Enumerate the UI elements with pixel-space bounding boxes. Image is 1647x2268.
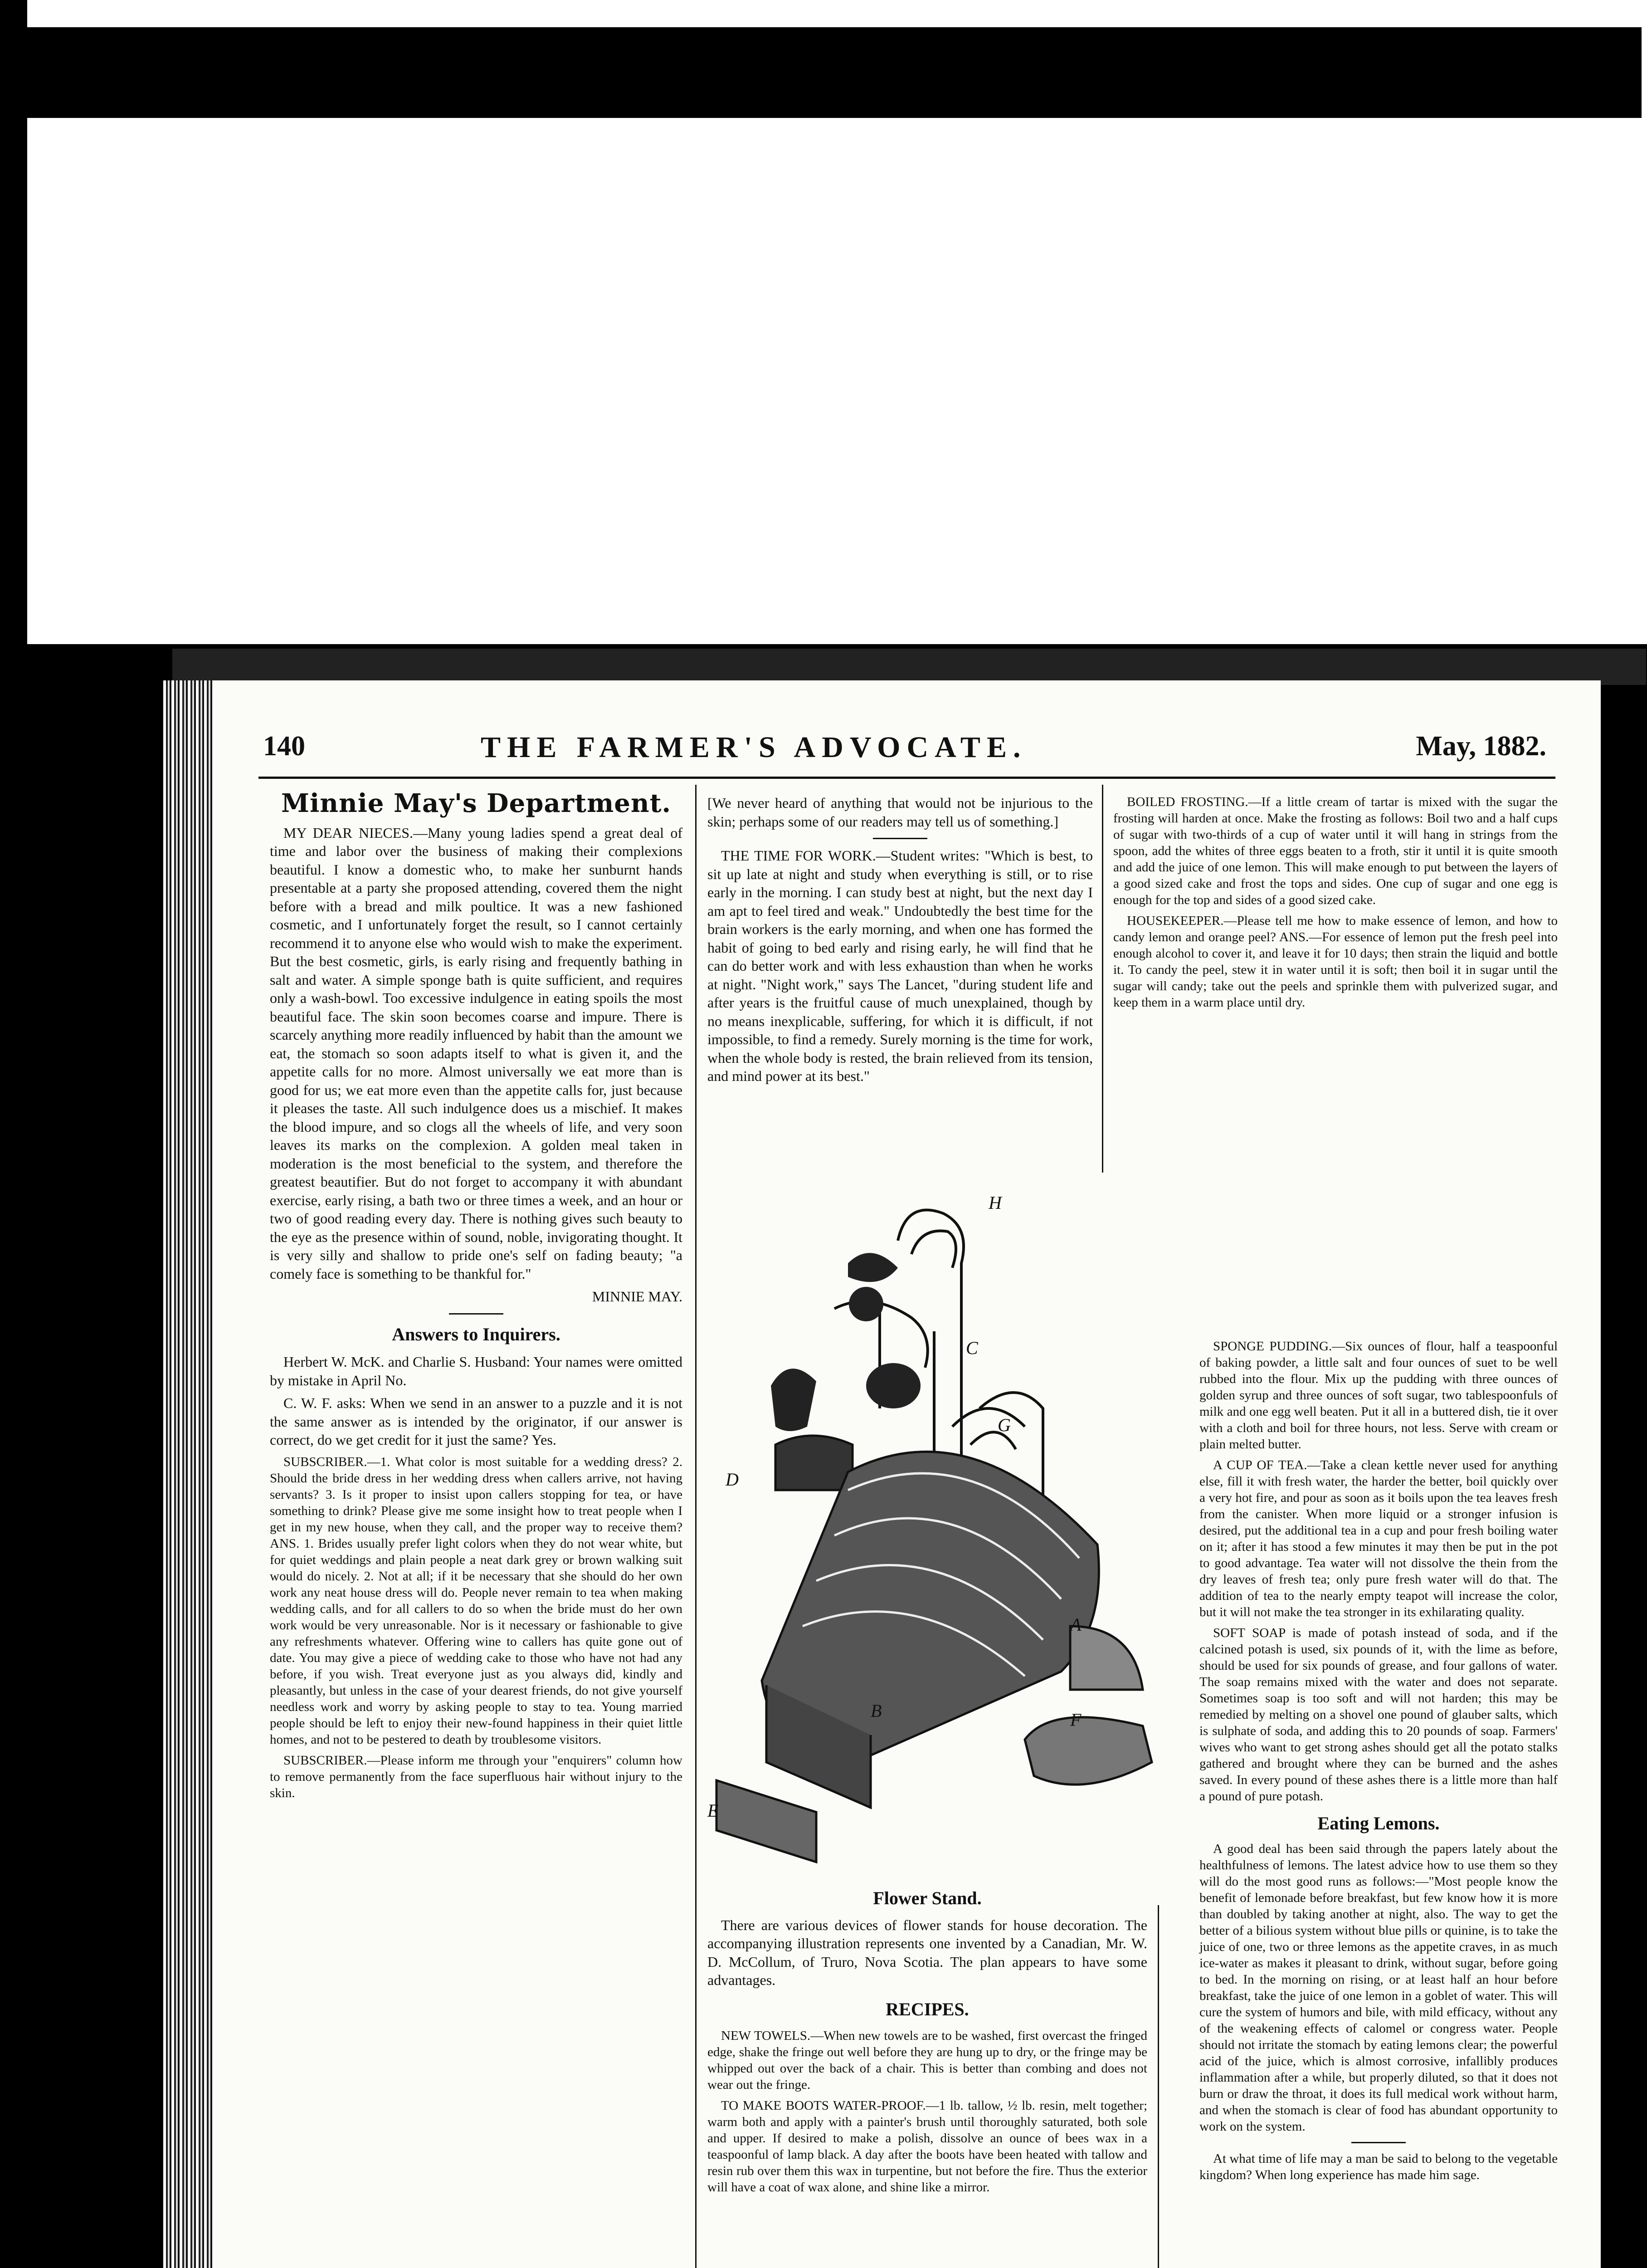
recipe-boots: TO MAKE BOOTS WATER-PROOF.—1 lb. tallow, ½ lb. resin, melt together; warm both and apply with a painter's brush until thoroughly saturated, both sole and upper. If desired to make a polish, dissolve an ounce of bees wax in a teaspoonful of lamp black. A day after the boots have been heated with tallow and resin rub over them this wax in turpentine, but not before the fire. Thus the exterior will have a coat of wax alone, and shine like a mirror. — [707, 2098, 1147, 2195]
subscriber-question: SUBSCRIBER.—1. What color is most suitable for a wedding dress? 2. Should the bride dress in her wedding dress when callers arrive, not having servants? 3. Is it proper to insist upon callers stopping for tea, or have something to drink? Please give me some insight how to treat people when I get in my new house, when they call, and the proper way to receive them? ANS. 1. Brides usually prefer light colors when they do not wear white, but for quiet weddings and plain people a neat dark grey or brown walking suit would do nicely. 2. Not at all; if it be necessary that she should do her own work any neat house dress will do. People never remain to tea when making wedding calls, and for all callers to do so when the bride must do her own work would be very unreasonable. Nor is it necessary or fashionable to give any refreshments whatever. Offering wine to callers has quite gone out of date. You may give a piece of wedding cake to those who have not had any before, if you wish. Treat everyone just as you always did, kindly and pleasantly, but unless in the case of your dearest friends, do not give yourself needless work and worry by asking people to stay to tea. Young married people should be left to enjoy their new-found happiness in their quiet little homes, and not to be pestered to death by troublesome visitors. — [270, 1454, 682, 1747]
middle-column-bottom — [707, 1889, 1147, 2200]
recipes-title: RECIPES. — [886, 1999, 969, 2019]
column-divider-3 — [1158, 1905, 1159, 2268]
illustration-label: H — [989, 1193, 1002, 1213]
time-for-work-text: THE TIME FOR WORK.—Student writes: "Which is best, to sit up late at night and study when everything is still, or to rise early in the morning. I can study best at night, but the next day I am apt to feel tired and weak." Undoubtedly the best time for the brain workers is the early morning, and when one has formed the habit of going to bed early and rising early, he will find that he can do better work and with less exhaustion than when he works at night. "Night work," says The Lancet, "during student life and after years is the fruitful cause of much unexplained, though by no means inexplicable, suffering, for which it is difficult, if not impossible, to find a remedy. Surely morning is the time for work, when the whole body is rested, the brain relieved from its tension, and mind power at its best." — [707, 847, 1093, 1084]
illustration-label: E — [707, 1800, 719, 1821]
flower-stand-title: Flower Stand. — [873, 1888, 982, 1908]
illustration-label: C — [966, 1338, 978, 1358]
department-title: Minnie May's Department. — [281, 788, 672, 818]
middle-column-top — [707, 794, 1093, 1090]
section-divider — [449, 1313, 503, 1315]
section-divider — [873, 838, 927, 839]
answers-title: Answers to Inquirers. — [392, 1324, 560, 1344]
header-rule — [258, 777, 1555, 779]
masthead-title: THE FARMER'S ADVOCATE. — [481, 731, 1027, 764]
recipe-soft-soap: SOFT SOAP is made of potash instead of soda, and if the calcined potash is used, six pounds of it, with the lime as before, should be used for six pounds of grease, and four gallons of water. The soap remains mixed with the water and does not separate. Sometimes soap is too soft and will not harden; this may be remedied by melting on a shovel one pound of glauber salts, which is sulphate of soda, and adding this to 20 pounds of soap. Farmers' wives who want to get strong ashes should get all the potato stalks gathered and brought where they can be burned and the ashes saved. In every pound of these ashes there is a little more than half a pound of pure potash. — [1199, 1626, 1558, 1804]
illustration-label: B — [871, 1701, 882, 1721]
illustration-label: G — [998, 1415, 1011, 1435]
left-column — [270, 788, 682, 1806]
right-column-top — [1113, 794, 1558, 1015]
lemons-text: A good deal has been said through the papers lately about the healthfulness of lemons. The latest advice how to use them so they will do the most good runs as follows:—"Most people know the benefit of lemonade before breakfast, but few know how it is more than doubled by taking another at night, also. The way to get the better of a bilious system without blue pills or quinine, is to take the juice of one, two or three lemons as the appetite craves, in as much ice-water as makes it pleasant to drink, without sugar, before going to bed. In the morning on rising, or at least half an hour before breakfast, take the juice of one lemon in a goblet of water. This will cure the system of humors and bile, with mild efficacy, without any of the weakening effects of calomel or congress water. People should not irritate the stomach by eating lemons clear; the powerful acid of the juice, which is almost corrosive, infallibly produces inflammation after a while, but properly diluted, so that it does not burn or draw the throat, it does its full medical work without harm, and when the stomach is clear of food has abundant opportunity to work on the system. — [1199, 1842, 1558, 2134]
lemons-title: Eating Lemons. — [1317, 1813, 1440, 1833]
section-divider — [1351, 2142, 1406, 2143]
scan-left-edge — [0, 0, 27, 2268]
answer-item: C. W. F. asks: When we send in an answer to a puzzle and it is not the same answer as is intended by the originator, if our answer is correct, do we get credit for it just the same? Yes. — [270, 1395, 682, 1448]
column-divider-1 — [695, 785, 697, 2268]
page-header — [263, 730, 1546, 771]
subscriber-question: SUBSCRIBER.—Please inform me through your "enquirers" column how to remove permanently from the face superfluous hair without injury to the skin. — [270, 1753, 682, 1800]
illustration-label: D — [726, 1469, 739, 1490]
flower-stand-illustration — [698, 1173, 1193, 1880]
closing-riddle: At what time of life may a man be said to belong to the vegetable kingdom? When long experience has made him sage. — [1199, 2151, 1558, 2182]
book-spine — [163, 680, 213, 2268]
page-top-edge — [172, 649, 1646, 685]
issue-date: May, 1882. — [1416, 731, 1546, 762]
recipe-boiled-frosting: BOILED FROSTING.—If a little cream of tartar is mixed with the sugar the frosting will harden at once. Make the frosting as follows: Boil two and a half cups of sugar with two-thirds of a cup of water until it will hang in strings from the spoon, add the whites of three eggs beaten to a froth, stir it until it is quite smooth and add the juice of one lemon. This will make enough to put between the layers of a good sized cake and frost the tops and sides. One cup of sugar and one egg is enough for the top and sides of a good sized cake. — [1113, 795, 1558, 907]
housekeeper-question: HOUSEKEEPER.—Please tell me how to make essence of lemon, and how to candy lemon and orange peel? ANS.—For essence of lemon put the fresh peel into enough alcohol to cover it, and leave it for 10 days; then strain the liquid and bottle it. To candy the peel, stew it in water until it is soft; then boil it in sugar until the sugar will candy; take out the peels and sprinkle them with pulverized sugar, and keep them in a warm place until dry. — [1113, 914, 1558, 1010]
letter-text: MY DEAR NIECES.—Many young ladies spend a great deal of time and labor over the business of making their complexions beautiful. I know a domestic who, to make her sunburnt hands presentable at a party she proposed attending, covered them the night before with a bread and milk poultice. It was a new fashioned cosmetic, and I unfortunately forget the result, so I cannot certainly recommend it to anyone else who would wish to make the experiment. But the best cosmetic, girls, is early rising and frequently bathing in salt and water. A simple sponge bath is quite sufficient, and requires only a wash-bowl. Too excessive indulgence in eating spoils the most beautiful face. The skin soon becomes coarse and impure. There is scarcely anything more readily influenced by habit than the amount we eat, the stomach so soon adapts itself to what is given it, and the appetite calls for no more. Almost universally we eat more than is good for us; we eat more even than the appetite calls for, just because it pleases the taste. All such indulgence does us a mischief. It makes the blood impure, and so clogs all the wheels of life, and very soon leaves its marks on the complexion. A golden meal taken in moderation is the most beneficial to the system, and therefore the greatest beautifier. But do not forget to accompany it with abundant exercise, early rising, a bath two or three times a week, and an hour or two of good reading every day. There is nothing gives such beauty to the eye as the presence within of sound, noble, invigorating thought. It is very silly and shallow to pride one's self on fading beauty; "a comely face is something to be thankful for." — [270, 824, 682, 1282]
editor-note: [We never heard of anything that would not be injurious to the skin; perhaps some of our readers may tell us of something.] — [707, 795, 1093, 830]
answer-item: Herbert W. McK. and Charlie S. Husband: Your names were omitted by mistake in April No. — [270, 1354, 682, 1388]
recipe-new-towels: NEW TOWELS.—When new towels are to be washed, first overcast the fringed edge, shake the fringe out well before they are hung up to dry, or the fringe may be whipped out over the back of a chair. This is better than combing and does not wear out the fringe. — [707, 2028, 1147, 2092]
flower-stand-text: There are various devices of flower stands for house decoration. The accompanying illustration represents one invented by a Canadian, Mr. W. D. McCollum, of Truro, Nova Scotia. The plan appears to have some advantages. — [707, 1916, 1147, 1988]
scan-black-bar — [27, 27, 1642, 118]
illustration-label: F — [1070, 1710, 1082, 1730]
right-column-bottom — [1199, 1338, 1558, 2188]
signature: MINNIE MAY. — [592, 1288, 682, 1305]
recipe-cup-of-tea: A CUP OF TEA.—Take a clean kettle never used for anything else, fill it with fresh water, the harder the better, boil quickly over a very hot fire, and pour as soon as it boils upon the tea leaves fresh from the canister. When more liquid or a stronger infusion is desired, put the additional tea in a cup and pour fresh boiling water on it; after it has stood a few minutes it may then be put in the pot to good advantage. Tea water will not dissolve the thein from the dry leaves of fresh tea; only pure fresh water will do that. The addition of tea to the nearly empty teapot will increase the color, but it will not make the tea stronger in its exhilarating quality. — [1199, 1458, 1558, 1619]
illustration-label: A — [1070, 1614, 1082, 1635]
newspaper-page — [213, 680, 1601, 2268]
page-number: 140 — [263, 731, 305, 762]
recipe-sponge-pudding: SPONGE PUDDING.—Six ounces of flour, half a teaspoonful of baking powder, a little salt and four ounces of suet to be well rubbed into the flour. Mix up the pudding with three ounces of golden syrup and three ounces of soft sugar, two tablespoonfuls of milk and one egg well beaten. Put it all in a buttered dish, tie it over with a cloth and boil for three hours, not less. Serve with cream or plain melted butter. — [1199, 1339, 1558, 1452]
